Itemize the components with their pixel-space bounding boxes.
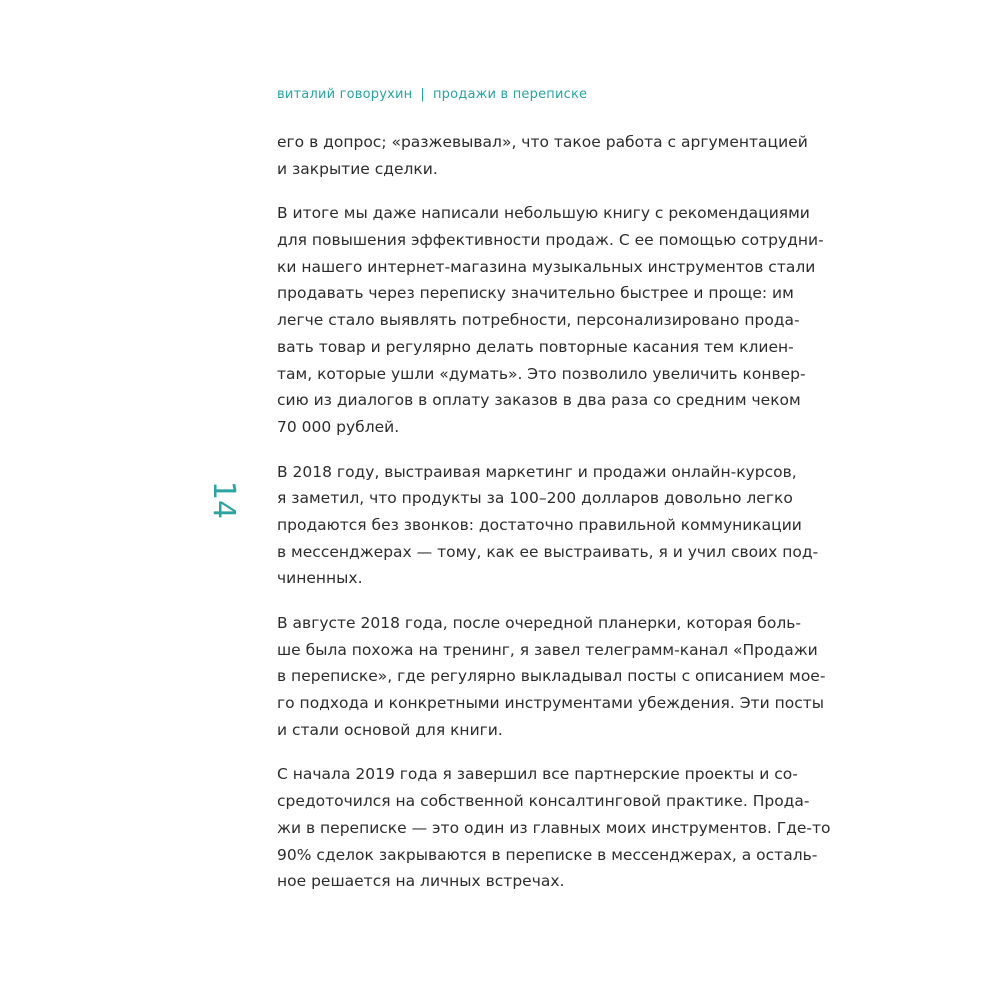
text-line: там, которые ушли «думать». Это позволило увеличить конвер- [277,364,806,383]
text-line: продаются без звонков: достаточно правильной коммуникации [277,515,802,534]
text-line: чиненных. [277,569,363,588]
text-line: продавать через переписку значительно быстрее и проще: им [277,284,794,303]
text-line: 70 000 рублей. [277,417,400,436]
running-head-book-title: продажи в переписке [432,87,588,102]
body-text [277,129,831,913]
page-number: 14 [206,480,241,520]
text-line: жи в переписке — это один из главных моих инструментов. Где-то [277,818,831,837]
running-head-separator: | [420,87,425,102]
text-line: вать товар и регулярно делать повторные касания тем клиен- [277,337,794,356]
paragraph-4 [277,610,826,743]
running-head-author: виталий говорухин [277,87,413,102]
text-line: я заметил, что продукты за 100–200 долларов довольно легко [277,489,793,508]
text-line: для повышения эффективности продаж. С ее помощью сотрудни- [277,231,824,250]
text-line: и стали основой для книги. [277,720,503,739]
text-line: средоточился на собственной консалтинговой практике. Прода- [277,792,810,811]
paragraph-1 [277,129,808,182]
text-line: ное решается на личных встречах. [277,872,565,891]
text-line: В августе 2018 года, после очередной планерки, которая боль- [277,614,801,632]
text-line: легче стало выявлять потребности, персонализировано прода- [277,311,800,330]
text-line: В итоге мы даже написали небольшую книгу с рекомендациями [277,204,810,223]
text-line: 90% сделок закрываются в переписке в мессенджерах, а осталь- [277,845,818,864]
text-line: сию из диалогов в оплату заказов в два раза со средним чеком [277,391,801,410]
text-line: в мессенджерах — тому, как ее выстраивать, я и учил своих под- [277,542,819,561]
text-line: и закрытие сделки. [277,159,438,178]
text-line: В 2018 году, выстраивая маркетинг и продажи онлайн-курсов, [277,462,797,481]
text-line: его в допрос; «разжевывал», что такое работа с аргументацией [277,133,808,151]
text-line: ки нашего интернет-магазина музыкальных инструментов стали [277,257,816,276]
paragraph-5 [277,761,831,894]
paragraph-3 [277,459,819,592]
paragraph-2 [277,200,824,440]
text-line: в переписке», где регулярно выкладывал посты с описанием мое- [277,667,826,686]
running-head [277,86,587,104]
text-line: ше была похожа на тренинг, я завел телеграмм-канал «Продажи [277,640,818,659]
text-line: го подхода и конкретными инструментами убеждения. Эти посты [277,694,824,713]
text-line: С начала 2019 года я завершил все партнерские проекты и со- [277,765,798,784]
